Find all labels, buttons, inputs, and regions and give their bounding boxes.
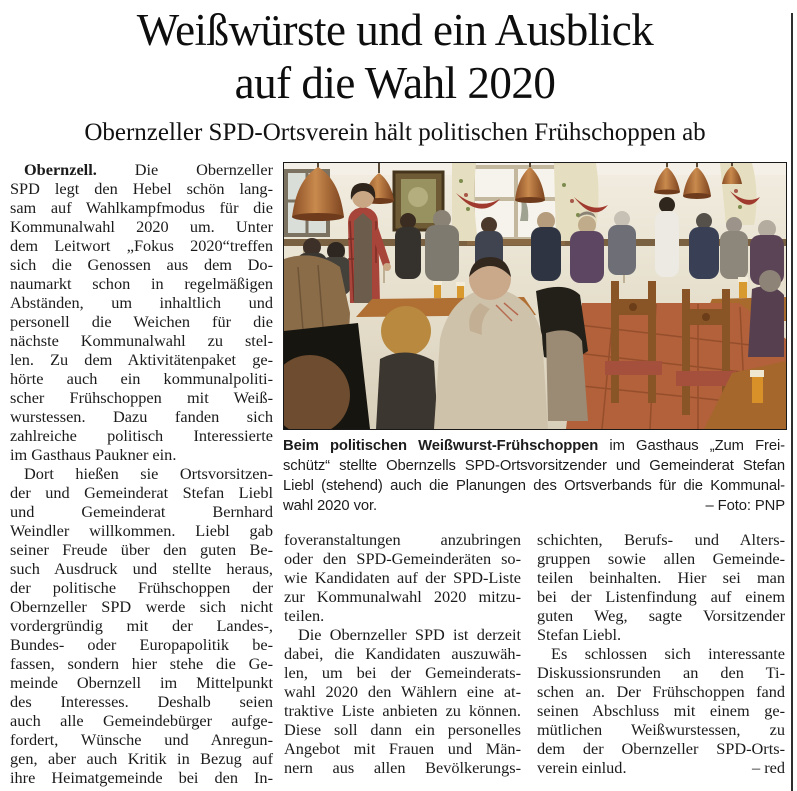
text-column-left (10, 160, 273, 787)
article-subtitle: Obernzeller SPD-Ortsverein hält politischen Frühschoppen ab (84, 119, 706, 146)
article-photo (283, 162, 787, 430)
paragraph (537, 644, 785, 777)
text-line: len, um bei der Gemeinderats- (284, 663, 521, 682)
text-segment: wahl 2020 vor. (283, 498, 378, 514)
text-line: Die Obernzeller SPD ist derzeit (298, 625, 521, 644)
text-line: nächste Kommunalwahl zu stel- (10, 331, 273, 350)
text-line: dabei, die Kandidaten auszuwäh- (284, 644, 521, 663)
text-segment: Die Obernzeller (96, 160, 273, 179)
text-line: ihre Heimatgemeinde bei den In- (10, 768, 273, 787)
text-line: personell die Weichen für die (10, 312, 273, 331)
text-line: Stefan Liebl. (537, 625, 622, 644)
paragraph (10, 160, 273, 464)
text-segment: im Gasthaus „Zum Frei- (598, 438, 785, 454)
bold-lead: Obernzell. (24, 160, 97, 179)
text-line: im Gasthaus Paukner ein. (10, 445, 177, 464)
text-line: traktive Liste anbieten zu können. (284, 701, 521, 720)
column-divider-rule (791, 13, 793, 791)
text-line: bei der Listenfindung auf einem (537, 587, 785, 606)
text-line: Weindler willkommen. Liebl gab (10, 521, 273, 540)
text-line: auch alle Gemeindebürger aufge- (10, 711, 273, 730)
text-line: Liebl (stehend) auch die Planungen des Ortsverbands für die Kommunal- (283, 478, 785, 494)
text-line: wahl 2020 den Wählern eine at- (284, 682, 521, 701)
text-line: Es schlossen sich interessante (551, 644, 785, 663)
photo-caption (283, 436, 785, 516)
headline-line-2: auf die Wahl 2020 (234, 58, 556, 108)
headline-line-1: Weißwürste und ein Ausblick (136, 5, 654, 55)
paragraph (537, 530, 785, 644)
text-line: Obernzeller SPD werde sich nicht (10, 597, 273, 616)
text-line: fordert, Wünsche und Anregun- (10, 730, 273, 749)
text-line: guten Weg, sagte Vorsitzender (537, 606, 785, 625)
text-line: sich die Genossen aus dem Do- (10, 255, 273, 274)
text-line: Bundes- oder Europapolitik be- (10, 635, 273, 654)
text-line: wurstessen. Dazu fanden sich (10, 407, 273, 426)
text-column-right (537, 530, 785, 777)
text-line: teilen. (284, 606, 325, 625)
text-line (283, 436, 785, 456)
text-line: dem der Obernzeller SPD-Orts- (537, 739, 785, 758)
text-line: der politische Frühschoppen der (10, 578, 273, 597)
text-line: dem Leitwort „Fokus 2020“treffen (10, 236, 273, 255)
text-line: vordergründig mit der Landes-, (10, 616, 273, 635)
article-headline (12, 4, 778, 110)
text-line: des Interesses. Deshalb seien (10, 692, 273, 711)
signature-segment: – Foto: PNP (705, 498, 785, 514)
text-column-middle (284, 530, 521, 777)
text-line: Diese soll dann ein personelles (284, 720, 521, 739)
text-line: meinde Obernzell im Mittelpunkt (10, 673, 273, 692)
text-line: nern aus allen Bevölkerungs- (284, 758, 521, 777)
text-line: mütlichen Weißwurstessen, zu (537, 720, 785, 739)
text-line (537, 758, 785, 777)
text-line: zahlreiche politisch Interessierte (10, 426, 273, 445)
text-line: zur Kommunalwahl 2020 mitzu- (284, 587, 521, 606)
signature-segment: – red (752, 758, 785, 777)
paragraph (10, 464, 273, 787)
text-line: schütz“ stellte Obernzells SPD-Ortsvorsitzender und Gemeinderat Stefan (283, 458, 785, 474)
text-line: seinen Abschluss mit einem ge- (537, 701, 785, 720)
text-line: oder den SPD-Gemeinderäten so- (284, 549, 521, 568)
text-line: Kommunalwahl 2020 um. Unter (10, 217, 273, 236)
paragraph (284, 530, 521, 625)
text-line: SPD legt den Hebel schön lang- (10, 179, 273, 198)
text-line (283, 496, 785, 516)
text-line: Diskussionsrunden an den Ti- (537, 663, 785, 682)
gasthaus-photo-illustration (284, 163, 786, 429)
bold-lead: Beim politischen Weißwurst-Frühschoppen (283, 438, 599, 454)
text-line: wie Kandidaten auf der SPD-Liste (284, 568, 521, 587)
text-line: gruppen sowie allen Gemeinde- (537, 549, 785, 568)
text-line: gen, aber auch Kritik in Bezug auf (10, 749, 273, 768)
text-line: sam auf Wahlkampfmodus für die (10, 198, 273, 217)
text-line: naumarkt schon in regelmäßigen (10, 274, 273, 293)
text-line: seiner Freude über den guten Be- (10, 540, 273, 559)
text-line: hörte auch ein kommunalpoliti- (10, 369, 273, 388)
text-line: len. Zu dem Aktivitätenpaket ge- (10, 350, 273, 369)
text-line: such Ausdruck und stellte heraus, (10, 559, 273, 578)
text-line: fassen, sondern hier stehe die Ge- (10, 654, 273, 673)
text-line: schichten, Berufs- und Alters- (537, 530, 785, 549)
text-segment: verein einlud. (537, 758, 627, 777)
paragraph (283, 436, 785, 516)
text-line: scher Frühschoppen mit Weiß- (10, 388, 273, 407)
text-line: schen an. Der Frühschoppen fand (537, 682, 785, 701)
text-line: teilen beinhalten. Hier sei man (537, 568, 785, 587)
text-line: der und Gemeinderat Stefan Liebl (10, 483, 273, 502)
text-line: Angebot mit Frauen und Män- (284, 739, 521, 758)
text-line: und Gemeinderat Bernhard (10, 502, 273, 521)
text-line (10, 160, 273, 179)
text-line: Dort hießen sie Ortsvorsitzen- (24, 464, 273, 483)
paragraph (284, 625, 521, 777)
text-line: Abständen, um inhaltlich und (10, 293, 273, 312)
text-line: foveranstaltungen anzubringen (284, 530, 521, 549)
